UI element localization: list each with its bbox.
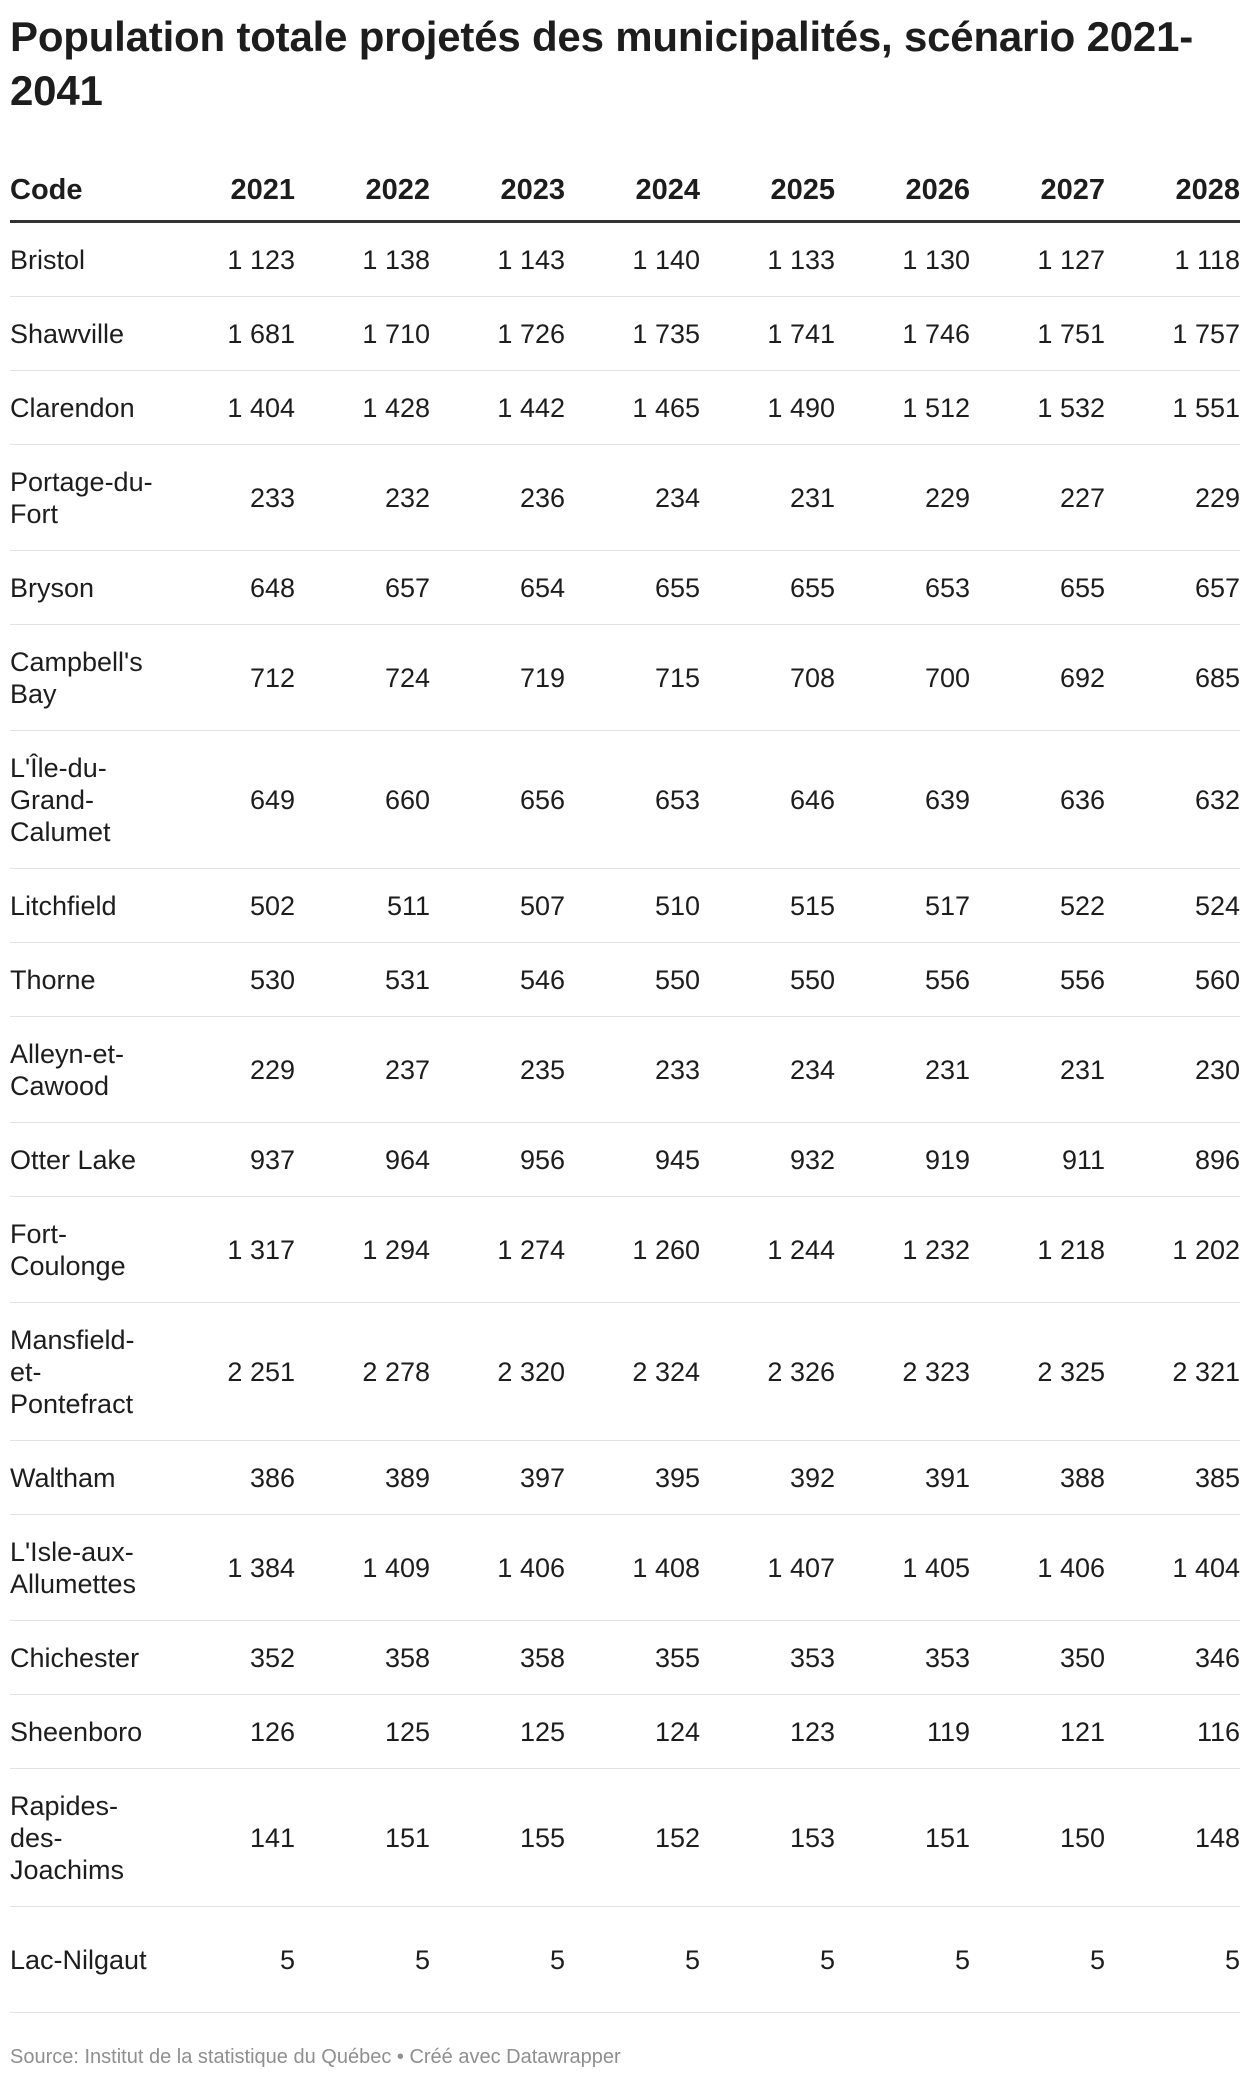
value-cell: 355: [565, 1621, 700, 1695]
value-cell: 2 320: [430, 1303, 565, 1441]
value-cell: 392: [700, 1441, 835, 1515]
municipality-cell: Shawville: [10, 297, 160, 371]
value-cell: 237: [295, 1017, 430, 1123]
value-cell: 632: [1105, 731, 1240, 869]
value-cell: 1 751: [970, 297, 1105, 371]
column-header-code[interactable]: Code: [10, 160, 160, 222]
value-cell: 1 260: [565, 1197, 700, 1303]
value-cell: 546: [430, 943, 565, 1017]
value-cell: 121: [970, 1695, 1105, 1769]
value-cell: 395: [565, 1441, 700, 1515]
value-cell: 5: [970, 1907, 1105, 2013]
municipality-cell: Bryson: [10, 551, 160, 625]
value-cell: 1 127: [970, 222, 1105, 297]
value-cell: 353: [835, 1621, 970, 1695]
table-row: [10, 869, 1240, 943]
table-row: [10, 1303, 1240, 1441]
table-row: [10, 1907, 1240, 2013]
value-cell: 1 294: [295, 1197, 430, 1303]
value-cell: 1 218: [970, 1197, 1105, 1303]
header-row: [10, 160, 1240, 222]
value-cell: 1 138: [295, 222, 430, 297]
value-cell: 2 325: [970, 1303, 1105, 1441]
value-cell: 1 404: [1105, 1515, 1240, 1621]
value-cell: 712: [160, 625, 295, 731]
value-cell: 896: [1105, 1123, 1240, 1197]
municipality-cell: Thorne: [10, 943, 160, 1017]
value-cell: 550: [565, 943, 700, 1017]
value-cell: 234: [565, 445, 700, 551]
table-row: [10, 1769, 1240, 1907]
source-note: Source: Institut de la statistique du Québec • Créé avec Datawrapper: [10, 2046, 621, 2068]
table-row: [10, 1515, 1240, 1621]
value-cell: 125: [430, 1695, 565, 1769]
value-cell: 5: [700, 1907, 835, 2013]
value-cell: 937: [160, 1123, 295, 1197]
value-cell: 1 232: [835, 1197, 970, 1303]
value-cell: 655: [970, 551, 1105, 625]
column-header-2021[interactable]: 2021: [160, 160, 295, 222]
value-cell: 708: [700, 625, 835, 731]
value-cell: 231: [970, 1017, 1105, 1123]
value-cell: 5: [430, 1907, 565, 2013]
page-title: Population totale projetés des municipalités, scénario 2021-2041: [10, 13, 1194, 114]
value-cell: 956: [430, 1123, 565, 1197]
value-cell: 655: [700, 551, 835, 625]
value-cell: 2 326: [700, 1303, 835, 1441]
value-cell: 1 202: [1105, 1197, 1240, 1303]
value-cell: 1 274: [430, 1197, 565, 1303]
value-cell: 1 726: [430, 297, 565, 371]
value-cell: 700: [835, 625, 970, 731]
value-cell: 2 321: [1105, 1303, 1240, 1441]
value-cell: 386: [160, 1441, 295, 1515]
value-cell: 1 384: [160, 1515, 295, 1621]
value-cell: 911: [970, 1123, 1105, 1197]
value-cell: 556: [835, 943, 970, 1017]
municipality-cell: L'Île-du-Grand-Calumet: [10, 731, 160, 869]
value-cell: 346: [1105, 1621, 1240, 1695]
value-cell: 1 512: [835, 371, 970, 445]
value-cell: 1 735: [565, 297, 700, 371]
value-cell: 556: [970, 943, 1105, 1017]
data-table: [10, 160, 1240, 2013]
value-cell: 1 490: [700, 371, 835, 445]
table-row: [10, 1197, 1240, 1303]
value-cell: 654: [430, 551, 565, 625]
value-cell: 5: [1105, 1907, 1240, 2013]
table-row: [10, 445, 1240, 551]
value-cell: 511: [295, 869, 430, 943]
value-cell: 531: [295, 943, 430, 1017]
value-cell: 353: [700, 1621, 835, 1695]
value-cell: 648: [160, 551, 295, 625]
value-cell: 151: [835, 1769, 970, 1907]
value-cell: 550: [700, 943, 835, 1017]
column-header-2023[interactable]: 2023: [430, 160, 565, 222]
value-cell: 236: [430, 445, 565, 551]
value-cell: 155: [430, 1769, 565, 1907]
value-cell: 1 406: [430, 1515, 565, 1621]
value-cell: 1 317: [160, 1197, 295, 1303]
value-cell: 515: [700, 869, 835, 943]
value-cell: 715: [565, 625, 700, 731]
municipality-cell: Rapides-des-Joachims: [10, 1769, 160, 1907]
municipality-cell: Otter Lake: [10, 1123, 160, 1197]
value-cell: 1 710: [295, 297, 430, 371]
value-cell: 2 278: [295, 1303, 430, 1441]
value-cell: 1 757: [1105, 297, 1240, 371]
table-row: [10, 371, 1240, 445]
value-cell: 1 428: [295, 371, 430, 445]
value-cell: 229: [835, 445, 970, 551]
value-cell: 234: [700, 1017, 835, 1123]
value-cell: 1 551: [1105, 371, 1240, 445]
value-cell: 126: [160, 1695, 295, 1769]
value-cell: 5: [565, 1907, 700, 2013]
table-row: [10, 731, 1240, 869]
table-row: [10, 943, 1240, 1017]
value-cell: 231: [835, 1017, 970, 1123]
value-cell: 1 442: [430, 371, 565, 445]
value-cell: 657: [295, 551, 430, 625]
value-cell: 385: [1105, 1441, 1240, 1515]
municipality-cell: Portage-du-Fort: [10, 445, 160, 551]
value-cell: 229: [160, 1017, 295, 1123]
value-cell: 391: [835, 1441, 970, 1515]
municipality-cell: Sheenboro: [10, 1695, 160, 1769]
column-header-2027[interactable]: 2027: [970, 160, 1105, 222]
value-cell: 560: [1105, 943, 1240, 1017]
value-cell: 230: [1105, 1017, 1240, 1123]
chart-container: [10, 0, 1210, 118]
municipality-cell: Alleyn-et-Cawood: [10, 1017, 160, 1123]
column-header-2026[interactable]: 2026: [835, 160, 970, 222]
value-cell: 1 133: [700, 222, 835, 297]
value-cell: 1 130: [835, 222, 970, 297]
value-cell: 5: [835, 1907, 970, 2013]
value-cell: 639: [835, 731, 970, 869]
value-cell: 125: [295, 1695, 430, 1769]
value-cell: 919: [835, 1123, 970, 1197]
table-body: [10, 222, 1240, 2013]
table-row: [10, 222, 1240, 297]
value-cell: 153: [700, 1769, 835, 1907]
municipality-cell: Waltham: [10, 1441, 160, 1515]
value-cell: 524: [1105, 869, 1240, 943]
value-cell: 649: [160, 731, 295, 869]
value-cell: 231: [700, 445, 835, 551]
value-cell: 945: [565, 1123, 700, 1197]
value-cell: 1 405: [835, 1515, 970, 1621]
value-cell: 1 746: [835, 297, 970, 371]
value-cell: 522: [970, 869, 1105, 943]
value-cell: 389: [295, 1441, 430, 1515]
value-cell: 517: [835, 869, 970, 943]
value-cell: 148: [1105, 1769, 1240, 1907]
value-cell: 530: [160, 943, 295, 1017]
column-header-2028[interactable]: 2028: [1105, 160, 1240, 222]
table-row: [10, 297, 1240, 371]
table-row: [10, 1621, 1240, 1695]
value-cell: 964: [295, 1123, 430, 1197]
municipality-cell: Campbell's Bay: [10, 625, 160, 731]
value-cell: 1 143: [430, 222, 565, 297]
column-header-2025[interactable]: 2025: [700, 160, 835, 222]
table-row: [10, 1695, 1240, 1769]
value-cell: 660: [295, 731, 430, 869]
value-cell: 653: [835, 551, 970, 625]
value-cell: 233: [160, 445, 295, 551]
table-row: [10, 1123, 1240, 1197]
value-cell: 232: [295, 445, 430, 551]
value-cell: 388: [970, 1441, 1105, 1515]
value-cell: 151: [295, 1769, 430, 1907]
value-cell: 1 244: [700, 1197, 835, 1303]
municipality-cell: L'Isle-aux-Allumettes: [10, 1515, 160, 1621]
municipality-cell: Chichester: [10, 1621, 160, 1695]
table-row: [10, 551, 1240, 625]
value-cell: 1 123: [160, 222, 295, 297]
value-cell: 1 406: [970, 1515, 1105, 1621]
value-cell: 1 140: [565, 222, 700, 297]
column-header-2024[interactable]: 2024: [565, 160, 700, 222]
value-cell: 1 532: [970, 371, 1105, 445]
value-cell: 2 251: [160, 1303, 295, 1441]
municipality-cell: Clarendon: [10, 371, 160, 445]
table-row: [10, 625, 1240, 731]
value-cell: 397: [430, 1441, 565, 1515]
value-cell: 5: [295, 1907, 430, 2013]
value-cell: 1 465: [565, 371, 700, 445]
value-cell: 1 681: [160, 297, 295, 371]
column-header-2022[interactable]: 2022: [295, 160, 430, 222]
municipality-cell: Lac-Nilgaut: [10, 1907, 160, 2013]
value-cell: 685: [1105, 625, 1240, 731]
value-cell: 1 741: [700, 297, 835, 371]
value-cell: 233: [565, 1017, 700, 1123]
value-cell: 5: [160, 1907, 295, 2013]
value-cell: 229: [1105, 445, 1240, 551]
value-cell: 692: [970, 625, 1105, 731]
value-cell: 235: [430, 1017, 565, 1123]
value-cell: 657: [1105, 551, 1240, 625]
value-cell: 932: [700, 1123, 835, 1197]
value-cell: 152: [565, 1769, 700, 1907]
value-cell: 119: [835, 1695, 970, 1769]
value-cell: 719: [430, 625, 565, 731]
municipality-cell: Mansfield-et-Pontefract: [10, 1303, 160, 1441]
value-cell: 358: [430, 1621, 565, 1695]
value-cell: 227: [970, 445, 1105, 551]
value-cell: 646: [700, 731, 835, 869]
value-cell: 150: [970, 1769, 1105, 1907]
value-cell: 724: [295, 625, 430, 731]
value-cell: 358: [295, 1621, 430, 1695]
municipality-cell: Bristol: [10, 222, 160, 297]
value-cell: 636: [970, 731, 1105, 869]
value-cell: 1 404: [160, 371, 295, 445]
value-cell: 352: [160, 1621, 295, 1695]
municipality-cell: Litchfield: [10, 869, 160, 943]
value-cell: 124: [565, 1695, 700, 1769]
table-viewport[interactable]: [10, 160, 1240, 2013]
value-cell: 502: [160, 869, 295, 943]
value-cell: 510: [565, 869, 700, 943]
value-cell: 1 409: [295, 1515, 430, 1621]
value-cell: 653: [565, 731, 700, 869]
municipality-cell: Fort-Coulonge: [10, 1197, 160, 1303]
value-cell: 656: [430, 731, 565, 869]
value-cell: 1 408: [565, 1515, 700, 1621]
value-cell: 2 324: [565, 1303, 700, 1441]
value-cell: 655: [565, 551, 700, 625]
table-row: [10, 1441, 1240, 1515]
value-cell: 350: [970, 1621, 1105, 1695]
value-cell: 1 407: [700, 1515, 835, 1621]
value-cell: 1 118: [1105, 222, 1240, 297]
value-cell: 123: [700, 1695, 835, 1769]
value-cell: 116: [1105, 1695, 1240, 1769]
table-row: [10, 1017, 1240, 1123]
value-cell: 141: [160, 1769, 295, 1907]
value-cell: 507: [430, 869, 565, 943]
value-cell: 2 323: [835, 1303, 970, 1441]
